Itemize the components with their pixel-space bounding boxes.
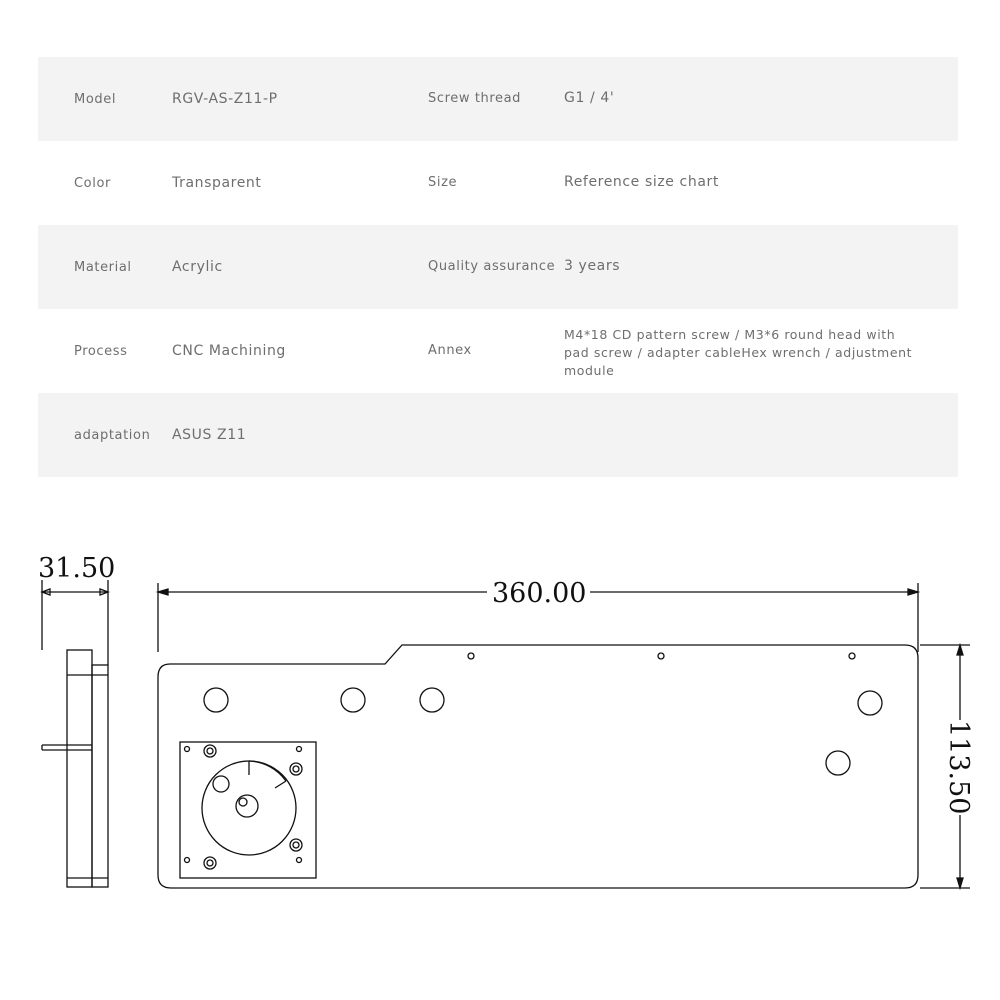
spec-table [38, 57, 958, 477]
spec-value-process: CNC Machining [172, 343, 286, 359]
spec-value-material: Acrylic [172, 259, 223, 275]
spec-label-size: Size [428, 175, 458, 190]
height-label: 113.50 [943, 720, 974, 815]
spec-label-color: Color [74, 176, 111, 191]
spec-value-adaptation: ASUS Z11 [172, 427, 247, 443]
spec-row-color [38, 141, 958, 225]
spec-row-material [38, 225, 958, 309]
spec-row-process [38, 309, 958, 393]
spec-label-annex: Annex [428, 343, 472, 358]
side-view [42, 580, 108, 887]
spec-value-quality-assurance: 3 years [564, 258, 621, 274]
spec-label-screw-thread: Screw thread [428, 91, 522, 106]
spec-label-model: Model [74, 92, 117, 107]
spec-value-color: Transparent [172, 175, 262, 191]
spec-label-process: Process [74, 344, 128, 359]
spec-value-size: Reference size chart [564, 174, 719, 190]
spec-label-adaptation: adaptation [74, 428, 151, 443]
spec-row-adaptation [38, 393, 958, 477]
spec-value-annex: M4*18 CD pattern screw / M3*6 round head with pad screw / adapter cableHex wrench / adjustment module [564, 327, 913, 378]
pump-module [180, 742, 316, 878]
spec-label-quality-assurance: Quality assurance [428, 259, 556, 274]
spec-value-model: RGV-AS-Z11-P [172, 91, 278, 107]
spec-row-model [38, 57, 958, 141]
length-label: 360.00 [492, 578, 587, 609]
spec-label-material: Material [74, 260, 132, 275]
side-thickness-label: 31.50 [38, 553, 116, 584]
technical-drawing [0, 530, 1000, 900]
spec-value-screw-thread: G1 / 4' [564, 90, 615, 106]
